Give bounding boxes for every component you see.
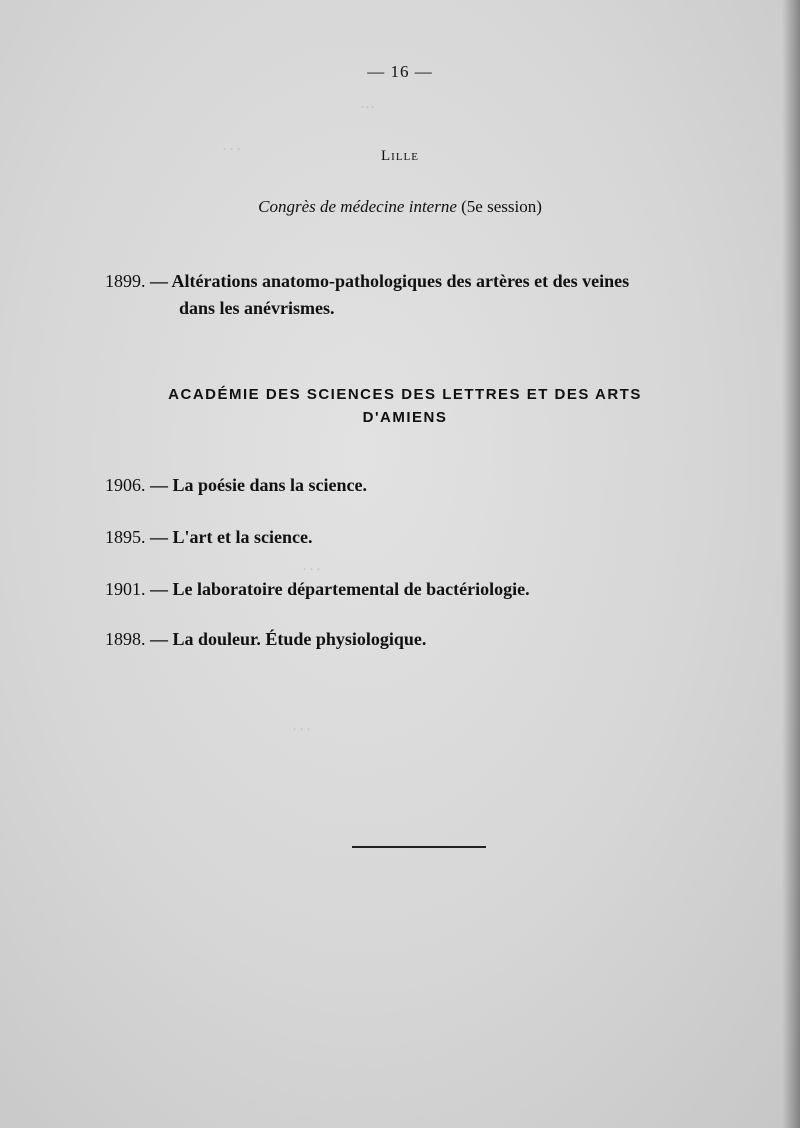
entry-year: 1901.	[105, 579, 146, 599]
entry-title-continuation: dans les anévrismes.	[179, 298, 335, 318]
publication-entry	[105, 472, 367, 499]
entry-year: 1898.	[105, 629, 146, 649]
academy-heading-line: ACADÉMIE DES SCIENCES DES LETTRES ET DES ARTS	[168, 386, 642, 403]
bleed-through-text: ···	[300, 560, 321, 577]
bleed-through-text: ···	[290, 720, 311, 737]
publication-entry	[105, 576, 530, 603]
page-number: — 16 —	[367, 62, 433, 81]
entry-year: 1895.	[105, 527, 146, 547]
entry-title: — La douleur. Étude physiologique.	[150, 629, 427, 649]
academy-heading	[120, 383, 690, 429]
entry-title: — La poésie dans la science.	[150, 475, 368, 495]
publication-entry	[105, 524, 312, 551]
horizontal-rule	[352, 846, 486, 848]
academy-heading-line: D'AMIENS	[362, 409, 448, 426]
bleed-through-text: ···	[220, 140, 241, 157]
entry-title: — Altérations anatomo-pathologiques des artères et des veines	[150, 271, 630, 291]
page-edge-shadow	[782, 0, 800, 1128]
publication-entry	[105, 268, 629, 322]
entry-title: — L'art et la science.	[150, 527, 313, 547]
city-heading: Lille	[381, 148, 419, 164]
publication-entry	[105, 626, 426, 653]
congress-session: (5e session)	[461, 197, 542, 216]
congress-name: Congrès de médecine interne	[258, 197, 457, 216]
entry-year: 1899.	[105, 271, 146, 291]
entry-year: 1906.	[105, 475, 146, 495]
entry-title: — Le laboratoire départemental de bactériologie.	[150, 579, 530, 599]
bleed-through-text: ···	[360, 100, 375, 116]
congress-heading	[0, 197, 800, 217]
